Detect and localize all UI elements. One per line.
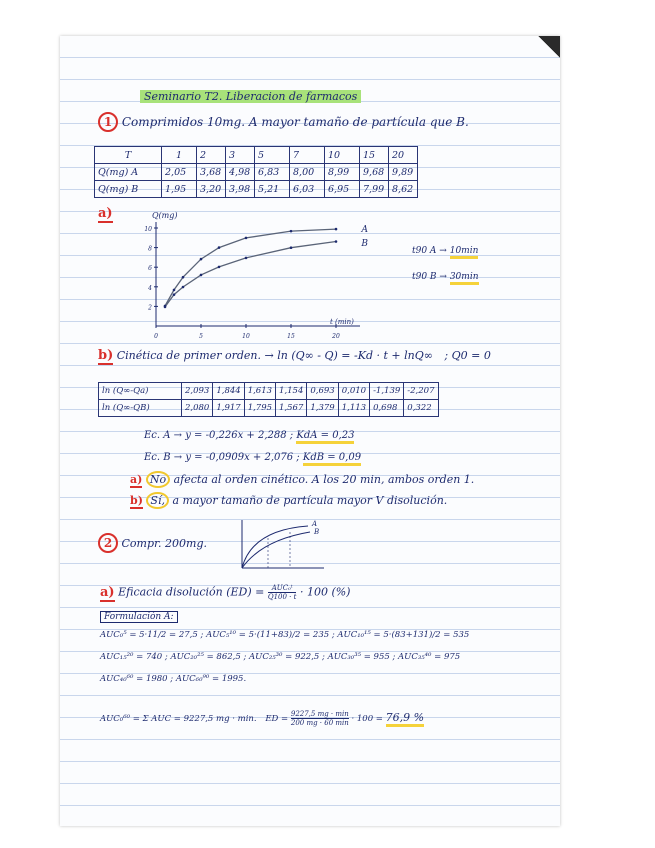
header-cell: 10 xyxy=(325,147,360,164)
answer-a: a) No afecta al orden cinético. A los 20 min, ambos orden 1. xyxy=(130,473,475,486)
auc-line-1: AUC₀⁵ = 5·11/2 = 27,5 ; AUC₅¹⁰ = 5·(11+83)/2 = 235 ; AUC₁₀¹⁵ = 5·(83+131)/2 = 535 xyxy=(100,630,470,640)
table-cell: 0,693 xyxy=(307,383,338,400)
table-cell: 8,99 xyxy=(325,164,360,181)
series-a-line xyxy=(165,229,336,306)
table-cell: 8,62 xyxy=(389,181,418,198)
table-cell: 9,68 xyxy=(360,164,389,181)
table-cell: 0,322 xyxy=(404,400,438,417)
x-tick-label: 5 xyxy=(199,333,203,340)
table-cell: 6,83 xyxy=(255,164,290,181)
header-cell: 5 xyxy=(255,147,290,164)
y-tick-label: 2 xyxy=(148,304,152,312)
row-label-cell: ln (Q∞-QB) xyxy=(99,400,182,417)
header-cell: T xyxy=(95,147,162,164)
table-row xyxy=(99,383,439,400)
series-b-line xyxy=(165,242,336,307)
data-point-a xyxy=(182,276,185,279)
data-point-b xyxy=(164,306,167,309)
table-cell: 9,89 xyxy=(389,164,418,181)
auc-total-and-ed: AUC₀⁶⁰ = Σ AUC = 9227,5 mg · min. ED = $\frac{9227,5 mg \cdot \min}{200 mg \cdot 60 \min}$ · 100 = 76,9 % xyxy=(100,710,425,727)
release-data-table xyxy=(94,146,418,198)
data-point-b xyxy=(173,293,176,296)
data-point-b xyxy=(218,266,221,269)
table-cell: 3,20 xyxy=(197,181,226,198)
header-cell: 3 xyxy=(226,147,255,164)
mini-label-a: A xyxy=(312,520,318,528)
x-tick-label: 20 xyxy=(332,333,340,340)
data-point-a xyxy=(335,228,338,231)
table-cell: 1,113 xyxy=(338,400,369,417)
series-b-label: B xyxy=(361,239,368,249)
data-point-a xyxy=(200,258,203,261)
row-label-cell: Q(mg) B xyxy=(95,181,162,198)
table-cell: 1,379 xyxy=(307,400,338,417)
t90-a-note: t90 A → 10min xyxy=(412,246,478,256)
table-cell: 0,010 xyxy=(338,383,369,400)
ed-fraction: $\frac{\text{AUC₀ᵗ}}{Q100 \cdot t}$ xyxy=(267,584,297,601)
table-cell: 3,98 xyxy=(226,181,255,198)
table-cell: 6,95 xyxy=(325,181,360,198)
x-tick-label: 0 xyxy=(154,333,158,340)
table-cell: 1,95 xyxy=(162,181,197,198)
question-2-number: 2 xyxy=(98,533,118,553)
table-cell: 1,567 xyxy=(276,400,307,417)
data-point-b xyxy=(182,286,185,289)
table-cell: 3,68 xyxy=(197,164,226,181)
table-cell: 8,00 xyxy=(290,164,325,181)
y-axis-label: Q(mg) xyxy=(152,211,178,220)
table-cell: -2,207 xyxy=(404,383,438,400)
data-point-a xyxy=(290,230,293,233)
series-a-label: A xyxy=(361,225,368,235)
table-header-row xyxy=(95,147,418,164)
row-label-cell: Q(mg) A xyxy=(95,164,162,181)
y-tick-label: 4 xyxy=(148,284,152,292)
table-cell: 0,698 xyxy=(370,400,404,417)
data-point-b xyxy=(200,274,203,277)
table-cell: 6,03 xyxy=(290,181,325,198)
data-point-a xyxy=(245,237,248,240)
part-b-statement: b) Cinética de primer orden. → ln (Q∞ - Q) = -Kd · t + lnQ∞ ; Q0 = 0 xyxy=(98,348,491,363)
header-cell: 2 xyxy=(197,147,226,164)
row-label-cell: ln (Q∞-Qa) xyxy=(99,383,182,400)
y-tick-label: 10 xyxy=(144,226,152,233)
table-cell: -1,139 xyxy=(370,383,404,400)
t90-b-note: t90 B → 30min xyxy=(412,272,479,282)
table-cell: 1,795 xyxy=(244,400,275,417)
table-row xyxy=(95,164,418,181)
x-tick-label: 15 xyxy=(287,333,295,340)
part-a-label: a) xyxy=(98,206,113,221)
table-row xyxy=(95,181,418,198)
question-1-number: 1 xyxy=(98,112,118,132)
table-cell: 2,05 xyxy=(162,164,197,181)
table-cell: 2,080 xyxy=(182,400,213,417)
data-point-a xyxy=(218,246,221,249)
table-cell: 1,613 xyxy=(244,383,275,400)
table-cell: 4,98 xyxy=(226,164,255,181)
table-cell: 7,99 xyxy=(360,181,389,198)
mini-label-b: B xyxy=(314,528,320,536)
notebook-page xyxy=(60,36,560,826)
header-cell: 7 xyxy=(290,147,325,164)
table-cell: 1,917 xyxy=(213,400,244,417)
header-cell: 15 xyxy=(360,147,389,164)
ed-calc-fraction: $\frac{9227,5 mg \cdot \min}{200 mg \cdot 60 \min}$ xyxy=(290,710,349,727)
answer-b: b) Sí, a mayor tamaño de partícula mayor V disolución. xyxy=(130,494,448,507)
ed-definition: a) Eficacia disolución (ED) = $\frac{\text{AUC₀ᵗ}}{Q100 \cdot t}$ · 100 (%) xyxy=(100,584,351,601)
question-2-statement: 2 Compr. 200mg. xyxy=(98,533,207,553)
y-tick-label: 6 xyxy=(148,265,152,273)
formulation-label: Formulación A: xyxy=(100,612,178,622)
table-row xyxy=(99,400,439,417)
release-profile-chart xyxy=(110,208,370,343)
x-axis-label: t (min) xyxy=(330,318,354,326)
question-1-statement: 1 Comprimidos 10mg. A mayor tamaño de partícula que B. xyxy=(98,112,469,132)
page-title: Seminario T2. Liberacion de farmacos xyxy=(140,90,361,103)
data-point-a xyxy=(173,289,176,292)
y-tick-label: 8 xyxy=(148,245,152,253)
auc-line-2: AUC₁₅²⁰ = 740 ; AUC₂₀²⁵ = 862,5 ; AUC₂₅³⁰ = 922,5 ; AUC₃₀³⁵ = 955 ; AUC₃₅⁴⁰ = 975 xyxy=(100,652,461,662)
ln-data-table xyxy=(98,382,439,417)
header-cell: 20 xyxy=(389,147,418,164)
header-cell: 1 xyxy=(162,147,197,164)
mini-dissolution-sketch xyxy=(238,518,328,573)
x-tick-label: 10 xyxy=(242,333,250,340)
table-cell: 5,21 xyxy=(255,181,290,198)
table-cell: 2,093 xyxy=(182,383,213,400)
table-cell: 1,844 xyxy=(213,383,244,400)
data-point-b xyxy=(290,246,293,249)
table-cell: 1,154 xyxy=(276,383,307,400)
data-point-b xyxy=(245,257,248,260)
equation-a: Ec. A → y = -0,226x + 2,288 ; KdA = 0,23 xyxy=(144,430,354,441)
equation-b: Ec. B → y = -0,0909x + 2,076 ; KdB = 0,09 xyxy=(144,452,361,463)
data-point-b xyxy=(335,240,338,243)
auc-line-3: AUC₄₀⁶⁰ = 1980 ; AUC₆₀⁹⁰ = 1995. xyxy=(100,674,247,684)
